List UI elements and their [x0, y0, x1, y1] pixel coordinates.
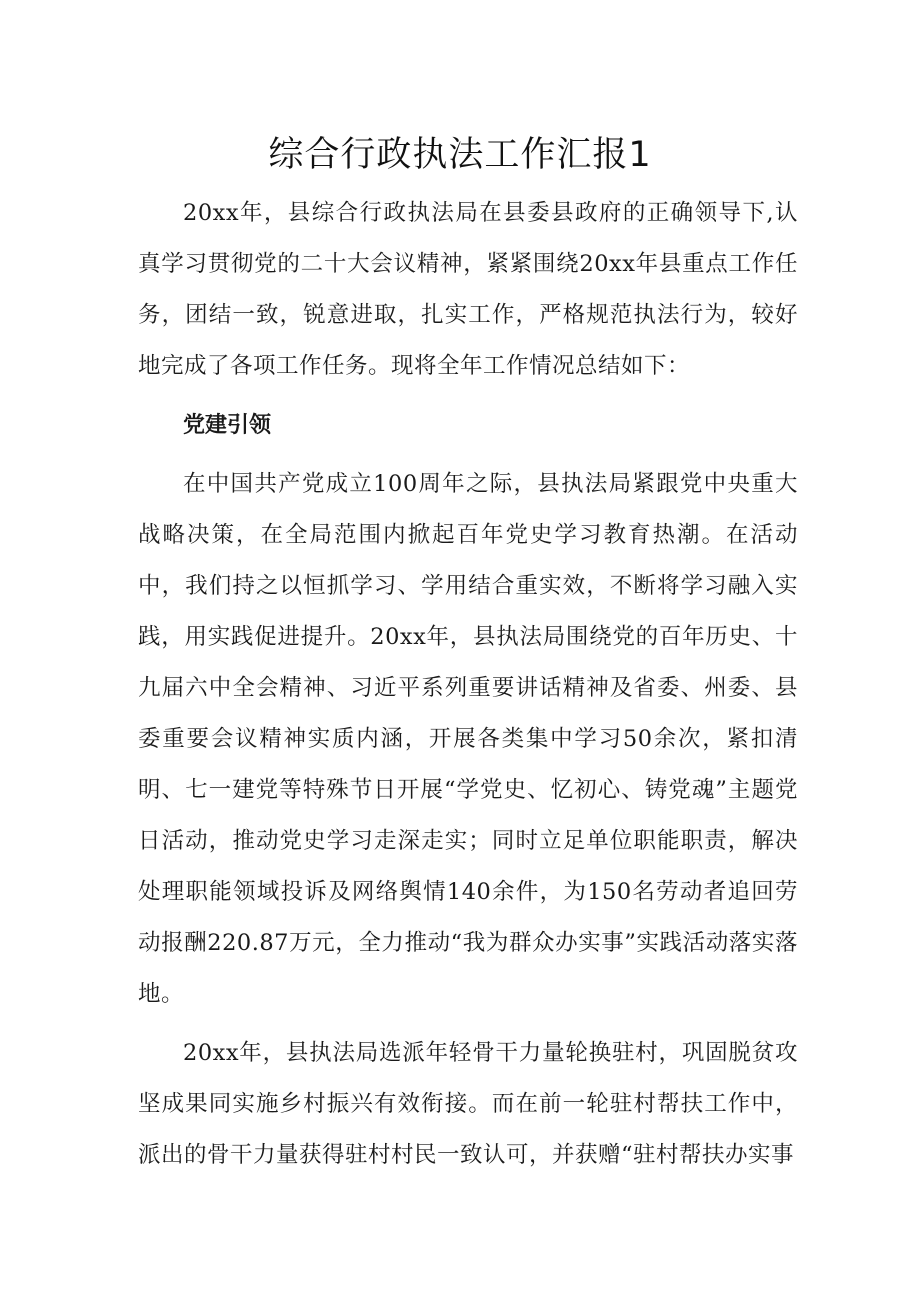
document-title: 综合行政执法工作汇报1 [268, 135, 652, 175]
document-body [138, 188, 798, 1181]
section-heading-party-building: 党建引领 [183, 413, 272, 438]
village-assistance-paragraph: 20xx年，县执法局选派年轻骨干力量轮换驻村，巩固脱贫攻坚成果同实施乡村振兴有效衔接。而在前一轮驻村帮扶工作中，派出的骨干力量获得驻村村民一致认可，并获赠“驻村帮扶办实事 [138, 1040, 798, 1168]
party-building-paragraph: 在中国共产党成立100周年之际，县执法局紧跟党中央重大战略决策，在全局范围内掀起百年党史学习教育热潮。在活动中，我们持之以恒抓学习、学用结合重实效，不断将学习融入实践，用实践促进提升。20xx年，县执法局围绕党的百年历史、十九届六中全会精神、习近平系列重要讲话精神及省委、州委、县委重要会议精神实质内涵，开展各类集中学习50余次，紧扣清明、七一建党等特殊节日开展“学党史、忆初心、铸党魂”主题党日活动，推动党史学习走深走实；同时立足单位职能职责，解决处理职能领域投诉及网络舆情140余件，为150名劳动者追回劳动报酬220.87万元，全力推动“我为群众办实事”实践活动落实落地。 [138, 471, 798, 1007]
intro-paragraph: 20xx年，县综合行政执法局在县委县政府的正确领导下,认真学习贯彻党的二十大会议精神，紧紧围绕20xx年县重点工作任务，团结一致，锐意进取，扎实工作，严格规范执法行为，较好地完成了各项工作任务。现将全年工作情况总结如下： [138, 200, 798, 379]
